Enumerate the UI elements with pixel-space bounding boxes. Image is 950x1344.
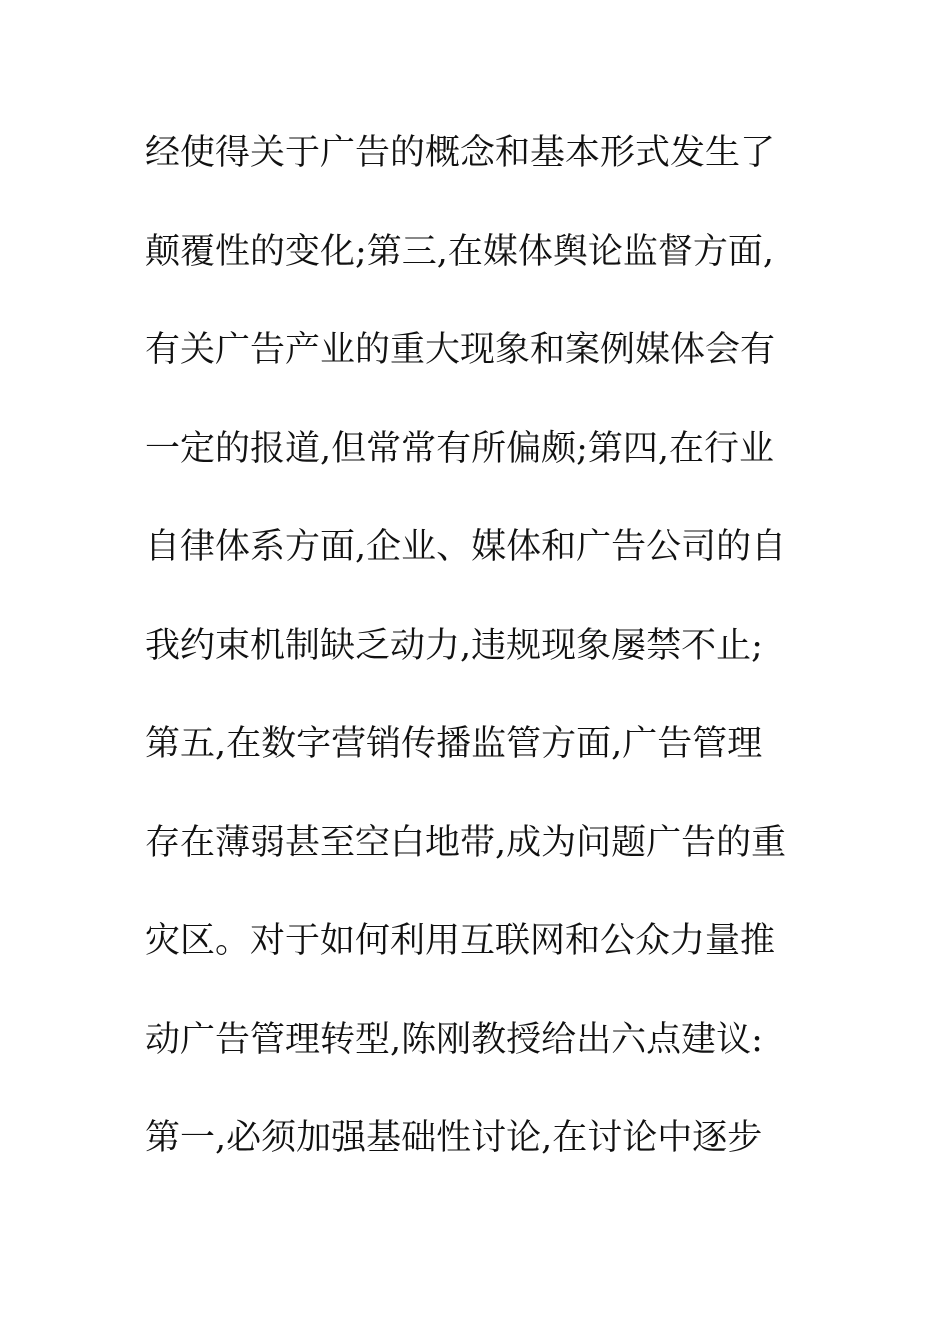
text-line: 动广告管理转型,陈刚教授给出六点建议: (145, 1019, 763, 1060)
text-line: 灾区。对于如何利用互联网和公众力量推 (145, 921, 776, 961)
text-line: 经使得关于广告的概念和基本形式发生了 (145, 133, 776, 173)
text-line: 自律体系方面,企业、媒体和广告公司的自 (145, 527, 787, 567)
text-line: 第五,在数字营销传播监管方面,广告管理 (145, 724, 763, 764)
text-line: 一定的报道,但常常有所偏颇;第四,在行业 (145, 428, 775, 469)
body-text (145, 120, 815, 1204)
text-line: 颠覆性的变化;第三,在媒体舆论监督方面, (145, 231, 775, 272)
text-line: 存在薄弱甚至空白地带,成为问题广告的重 (145, 822, 787, 863)
text-line: 第一,必须加强基础性讨论,在讨论中逐步 (145, 1118, 763, 1158)
text-line: 我约束机制缺乏动力,违规现象屡禁不止; (145, 625, 763, 666)
text-line: 有关广告产业的重大现象和案例媒体会有 (145, 330, 776, 370)
